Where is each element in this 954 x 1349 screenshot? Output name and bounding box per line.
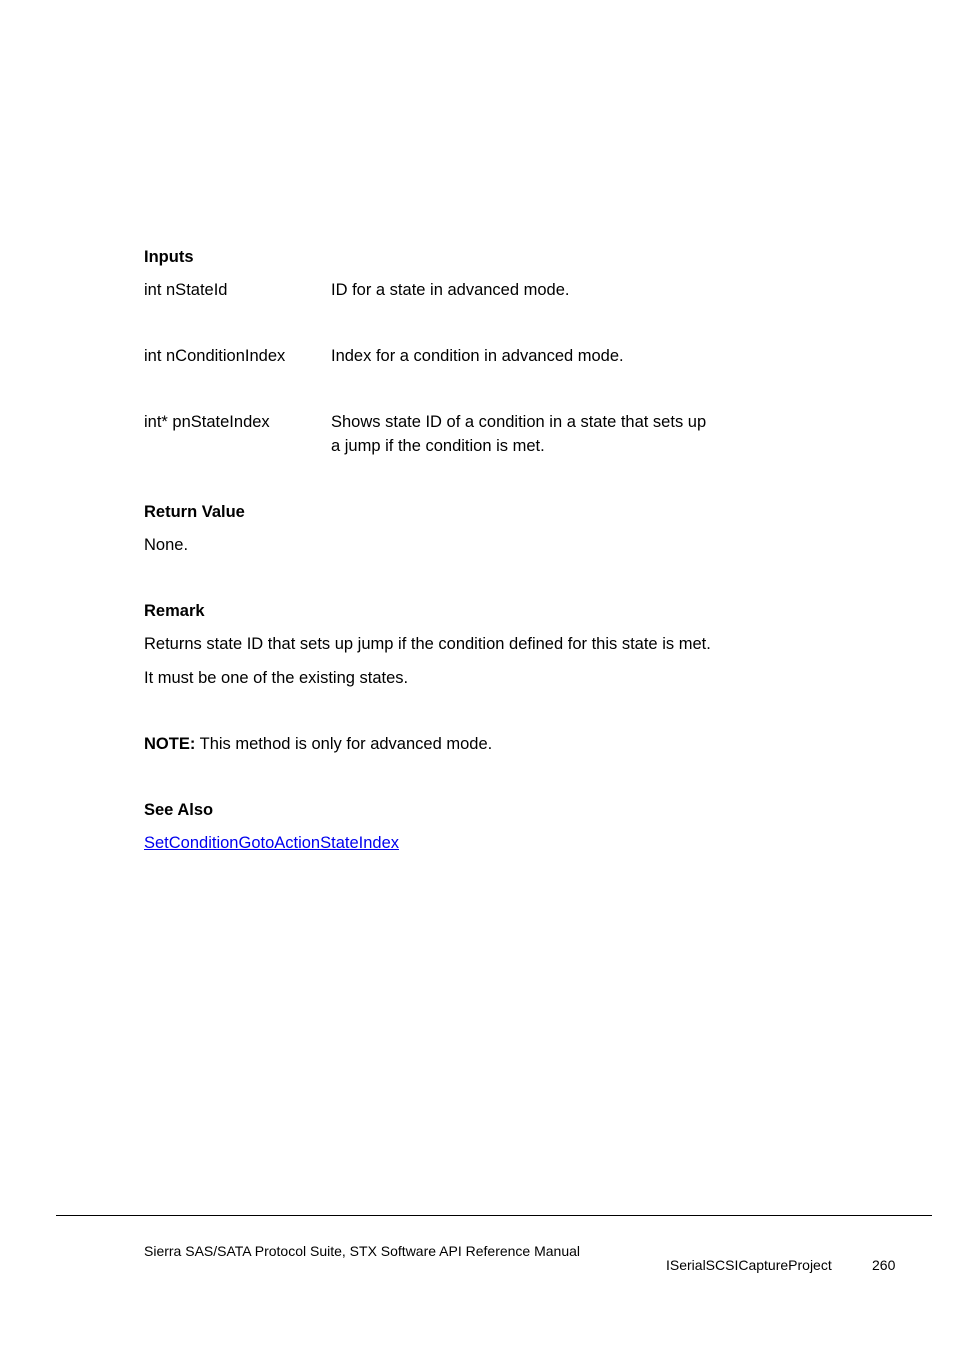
see-also-link[interactable]: SetConditionGotoActionStateIndex [144,834,400,852]
see-also-heading: See Also [144,801,214,819]
remark-heading: Remark [144,602,205,620]
return-value-heading: Return Value [144,503,245,521]
param-description: ID for a state in advanced mode. [331,281,570,299]
param-name: int nConditionIndex [144,347,286,365]
param-description: Shows state ID of a condition in a state that sets up [331,413,707,431]
param-description: Index for a condition in advanced mode. [331,347,624,365]
note-paragraph [144,735,492,754]
footer-page-number: 260 [872,1257,896,1273]
param-description-cont: a jump if the condition is met. [331,437,545,455]
inputs-heading: Inputs [144,248,194,266]
note-text: This method is only for advanced mode. [195,735,493,753]
return-value-text: None. [144,536,189,554]
remark-line: Returns state ID that sets up jump if the condition defined for this state is met. [144,635,711,653]
footer-divider [56,1215,932,1216]
param-name: int* pnStateIndex [144,413,270,431]
remark-line: It must be one of the existing states. [144,669,409,687]
note-label: NOTE: [144,735,196,753]
param-name: int nStateId [144,281,228,299]
footer-section: ISerialSCSICaptureProject [666,1257,832,1273]
footer-manual-title: Sierra SAS/SATA Protocol Suite, STX Software API Reference Manual [144,1243,581,1259]
